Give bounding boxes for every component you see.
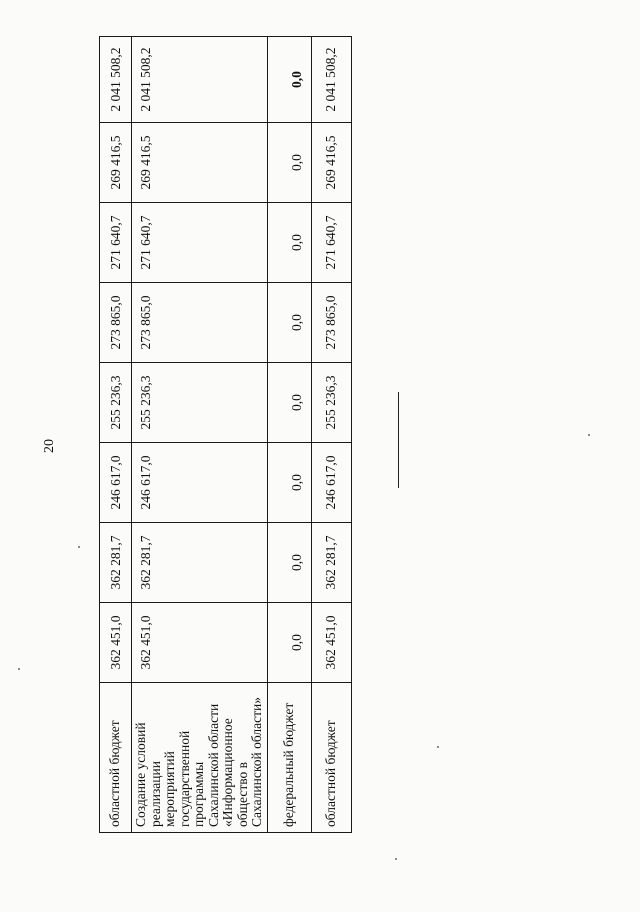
value-cell: 0,0 — [267, 203, 311, 283]
value-cell: 255 236,3 — [100, 363, 132, 443]
value-cell: 362 451,0 — [100, 603, 132, 683]
table-row — [132, 37, 268, 833]
row-label: федеральный бюджет — [267, 683, 311, 833]
value-cell: 362 451,0 — [311, 603, 351, 683]
value-cell: 255 236,3 — [311, 363, 351, 443]
value-cell: 273 865,0 — [100, 283, 132, 363]
value-cell: 0,0 — [267, 363, 311, 443]
value-cell: 269 416,5 — [100, 123, 132, 203]
value-cell: 2 041 508,2 — [100, 37, 132, 123]
table-row — [267, 37, 311, 833]
value-cell: 0,0 — [267, 123, 311, 203]
value-cell: 273 865,0 — [311, 283, 351, 363]
table-row — [311, 37, 351, 833]
scan-speck — [18, 668, 20, 670]
value-cell: 271 640,7 — [132, 203, 268, 283]
value-cell: 2 041 508,2 — [132, 37, 268, 123]
row-label: областной бюджет — [100, 683, 132, 833]
value-cell: 2 041 508,2 — [311, 37, 351, 123]
scan-speck — [588, 434, 590, 436]
scan-speck — [437, 746, 439, 748]
page-number: 20 — [42, 439, 57, 453]
separator-line — [398, 392, 399, 488]
value-cell: 362 281,7 — [100, 523, 132, 603]
scan-speck — [78, 546, 80, 548]
value-cell: 362 281,7 — [311, 523, 351, 603]
value-cell: 255 236,3 — [132, 363, 268, 443]
row-label: Создание условий реализации мероприятий государственной программы Сахалинской области «Информационное общество в Сахалинской области» — [132, 683, 268, 833]
value-cell: 0,0 — [267, 443, 311, 523]
value-cell: 0,0 — [267, 603, 311, 683]
value-cell: 0,0 — [267, 37, 311, 123]
value-cell: 0,0 — [267, 283, 311, 363]
scan-speck — [395, 858, 397, 860]
value-cell: 271 640,7 — [311, 203, 351, 283]
table-row — [100, 37, 132, 833]
value-cell: 0,0 — [267, 523, 311, 603]
value-cell: 269 416,5 — [132, 123, 268, 203]
budget-table — [99, 37, 338, 833]
value-cell: 362 281,7 — [132, 523, 268, 603]
value-cell: 246 617,0 — [311, 443, 351, 523]
value-cell: 271 640,7 — [100, 203, 132, 283]
value-cell: 246 617,0 — [100, 443, 132, 523]
row-label: областной бюджет — [311, 683, 351, 833]
value-cell: 273 865,0 — [132, 283, 268, 363]
value-cell: 269 416,5 — [311, 123, 351, 203]
value-cell: 246 617,0 — [132, 443, 268, 523]
value-cell: 362 451,0 — [132, 603, 268, 683]
